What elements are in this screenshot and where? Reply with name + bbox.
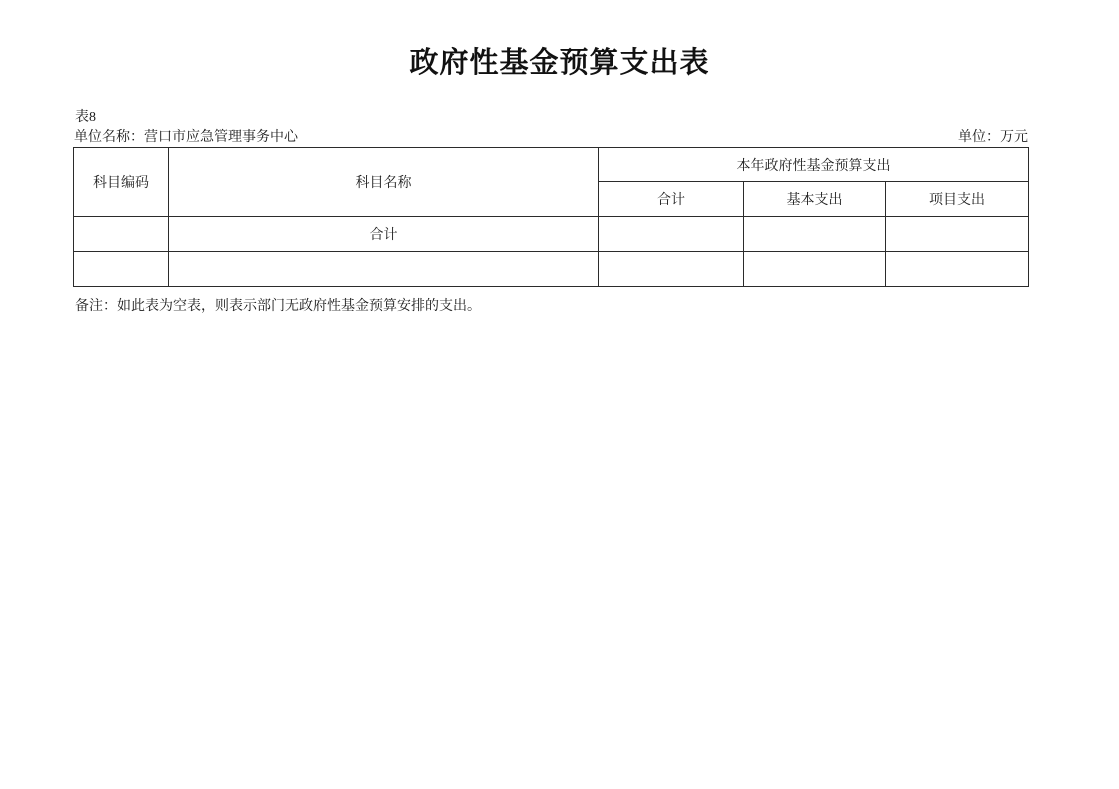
table-row-empty [74,252,1029,287]
cell-subject-name [169,252,599,287]
header-subject-code: 科目编码 [74,148,169,217]
cell-total [599,252,744,287]
header-project-expenditure: 项目支出 [886,182,1029,217]
unit-name-label: 单位名称：营口市应急管理事务中心 [74,130,298,145]
unit-of-measure-label: 单位：万元 [958,130,1028,145]
table-row-total [74,217,1029,252]
header-subject-name: 科目名称 [169,148,599,217]
cell-basic-expenditure [744,252,886,287]
cell-subject-code [74,217,169,252]
cell-project-expenditure [886,217,1029,252]
cell-project-expenditure [886,252,1029,287]
header-group-current-year-fund-budget-expenditure: 本年政府性基金预算支出 [599,148,1029,182]
table-header-row-group [74,148,1029,182]
table-number: 表8 [75,110,96,125]
table-note: 备注：如此表为空表，则表示部门无政府性基金预算安排的支出。 [75,299,481,314]
page-title: 政府性基金预算支出表 [409,47,710,79]
cell-total [599,217,744,252]
budget-table [73,147,1029,287]
cell-basic-expenditure [744,217,886,252]
cell-subject-code [74,252,169,287]
header-total: 合计 [599,182,744,217]
meta-row [74,126,1028,146]
cell-subject-name: 合计 [169,217,599,252]
header-basic-expenditure: 基本支出 [744,182,886,217]
